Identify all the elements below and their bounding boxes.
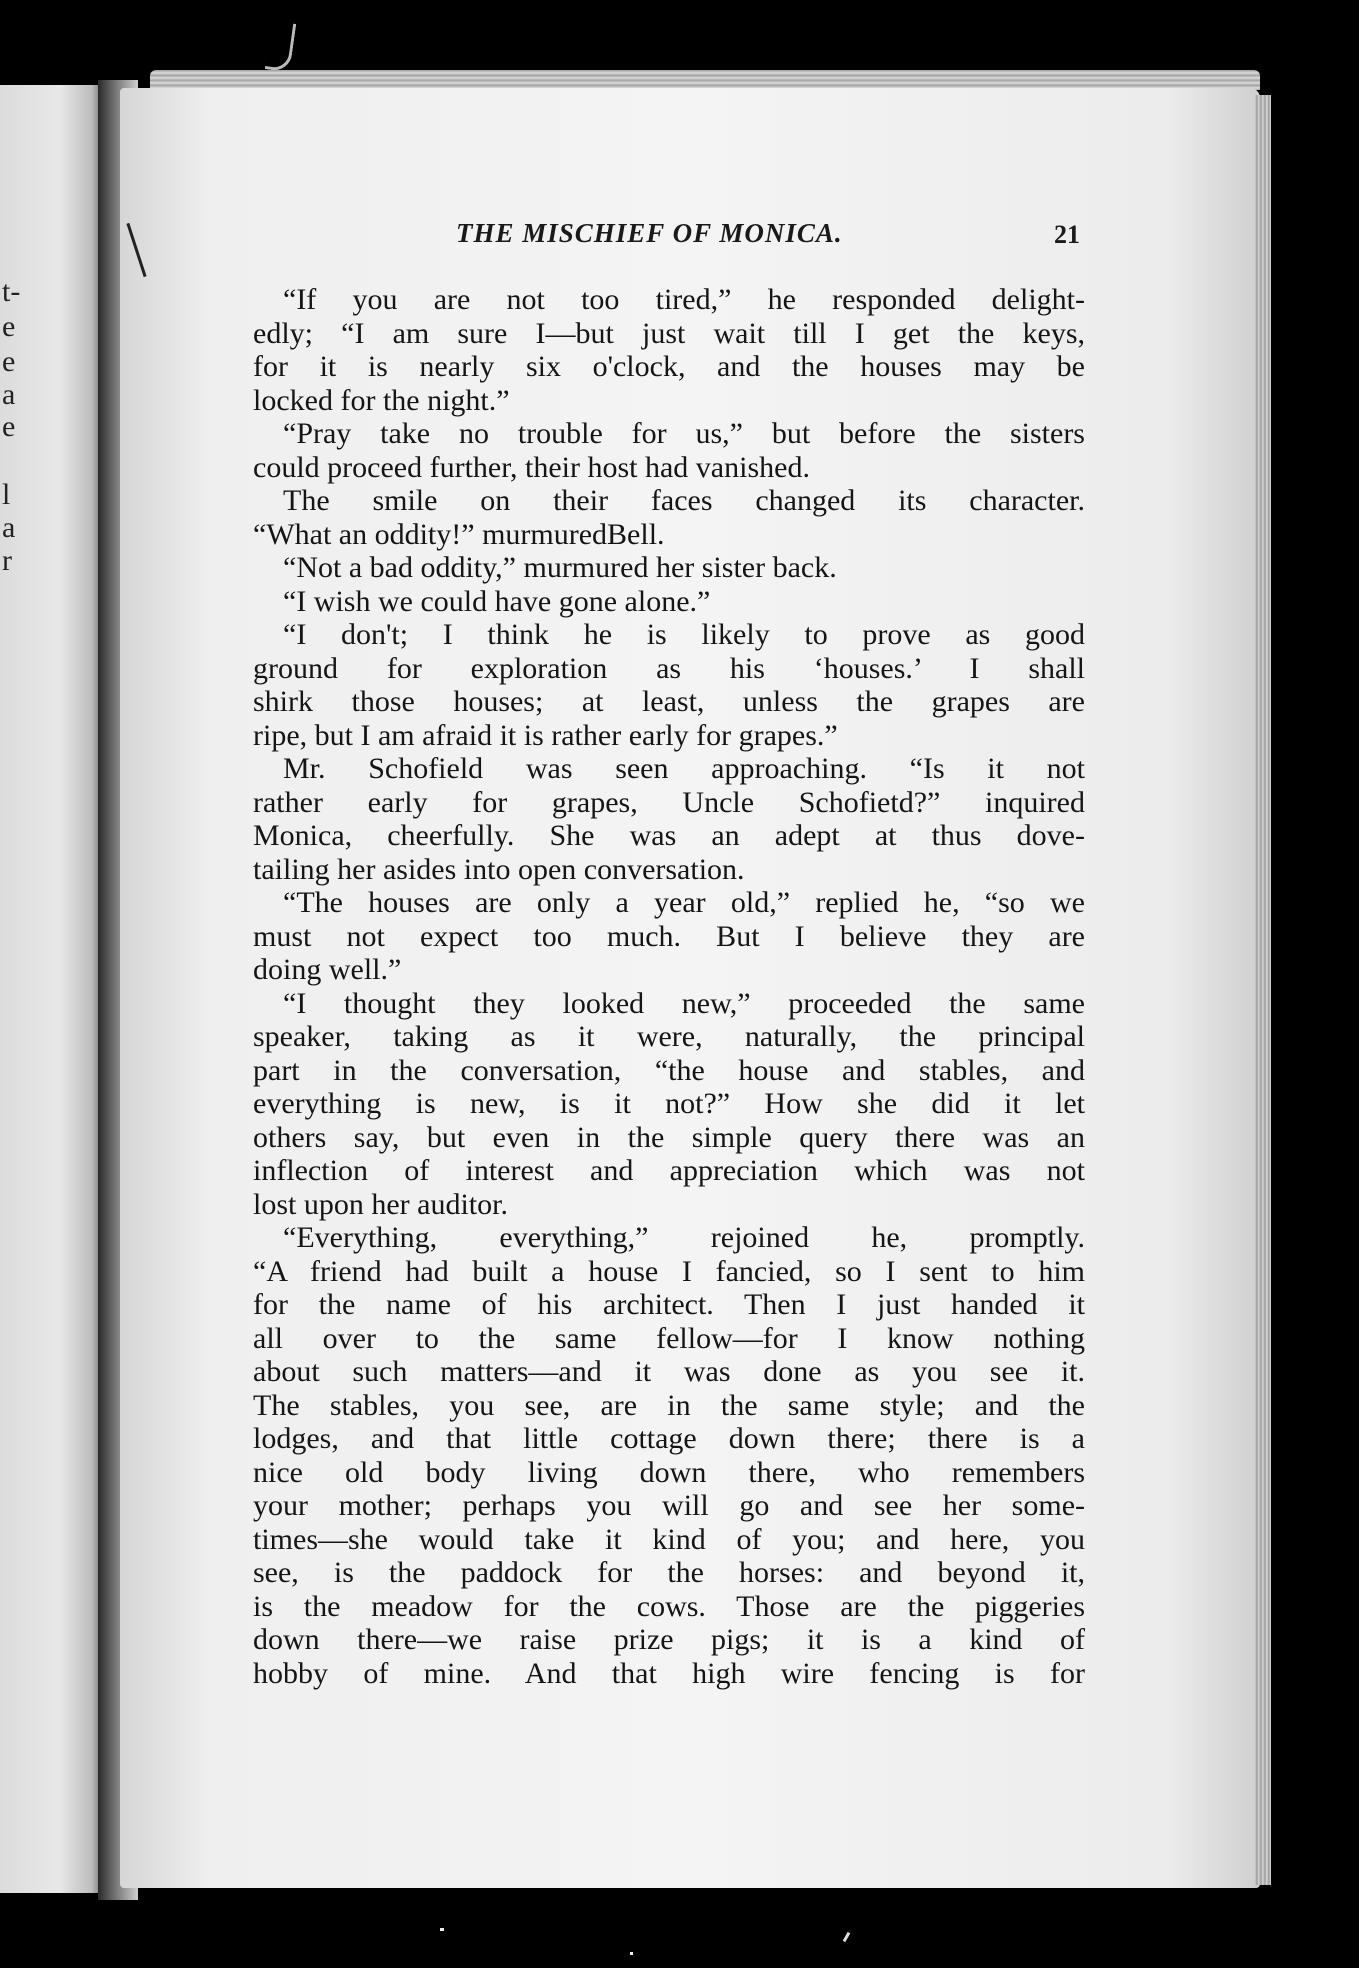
- text-line: rather early for grapes, Uncle Schofietd?” inquired: [253, 785, 1085, 819]
- facing-page-fragment: a: [2, 511, 16, 544]
- text-line: shirk those houses; at least, unless the grapes are: [253, 685, 1085, 718]
- text-line: others say, but even in the simple query there was an: [253, 1120, 1085, 1154]
- text-line: inflection of interest and appreciation which was not: [253, 1154, 1085, 1187]
- text-line: “Not a bad oddity,” murmured her sister back.: [283, 551, 837, 584]
- text-line: ripe, but I am afraid it is rather early for grapes.”: [253, 718, 838, 752]
- page-top-edge: [150, 70, 1260, 90]
- text-line: “I don't; I think he is likely to prove as good: [283, 618, 1085, 651]
- text-line: “Pray take no trouble for us,” but before the sisters: [283, 417, 1085, 450]
- page-body-text: [253, 283, 1085, 1690]
- facing-page-fragment: l: [2, 478, 11, 511]
- text-line: is the meadow for the cows. Those are the piggeries: [253, 1589, 1085, 1623]
- text-line: edly; “I am sure I—but just wait till I get the keys,: [253, 316, 1085, 350]
- facing-page: [0, 85, 108, 1893]
- text-line: about such matters—and it was done as you see it.: [253, 1355, 1085, 1388]
- text-line: for it is nearly six o'clock, and the houses may be: [253, 350, 1085, 383]
- text-line: all over to the same fellow—for I know nothing: [253, 1321, 1085, 1355]
- text-line: The smile on their faces changed its character.: [283, 484, 1085, 517]
- ink-mark: [265, 20, 297, 72]
- text-line: hobby of mine. And that high wire fencing is for: [253, 1656, 1085, 1690]
- text-line: The stables, you see, are in the same style; and the: [253, 1388, 1085, 1422]
- text-line: for the name of his architect. Then I just handed it: [253, 1288, 1085, 1321]
- text-line: down there—we raise prize pigs; it is a kind of: [253, 1623, 1085, 1656]
- text-line: “The houses are only a year old,” replied he, “so we: [283, 886, 1085, 919]
- dust-speck: [630, 1952, 633, 1955]
- text-line: lost upon her auditor.: [253, 1187, 508, 1221]
- text-line: tailing her asides into open conversation.: [253, 852, 745, 886]
- text-line: Mr. Schofield was seen approaching. “Is it not: [283, 752, 1085, 785]
- text-line: “Everything, everything,” rejoined he, promptly.: [283, 1221, 1085, 1254]
- page-stack-edge: [1255, 95, 1271, 1885]
- text-line: “What an oddity!” murmuredBell.: [253, 517, 665, 551]
- facing-page-fragment: e: [2, 345, 16, 378]
- text-line: doing well.”: [253, 953, 402, 986]
- text-line: nice old body living down there, who remembers: [253, 1455, 1085, 1489]
- text-line: your mother; perhaps you will go and see her some-: [253, 1489, 1085, 1522]
- text-line: Monica, cheerfully. She was an adept at thus dove-: [253, 819, 1085, 852]
- text-line: “If you are not too tired,” he responded delight-: [283, 283, 1085, 316]
- running-head: THE MISCHIEF OF MONICA.: [456, 218, 843, 248]
- text-line: “I thought they looked new,” proceeded the same: [283, 986, 1085, 1020]
- facing-page-fragment: a: [2, 378, 16, 411]
- text-line: “I wish we could have gone alone.”: [283, 584, 711, 618]
- text-line: lodges, and that little cottage down there; there is a: [253, 1422, 1085, 1455]
- text-line: everything is new, is it not?” How she did it let: [253, 1087, 1085, 1120]
- facing-page-fragment: e: [2, 410, 16, 443]
- text-line: “A friend had built a house I fancied, so I sent to him: [253, 1254, 1085, 1288]
- text-line: ground for exploration as his ‘houses.’ I shall: [253, 651, 1085, 685]
- text-line: locked for the night.”: [253, 383, 510, 417]
- text-line: must not expect too much. But I believe they are: [253, 919, 1085, 953]
- dust-speck: [440, 1928, 444, 1931]
- text-line: speaker, taking as it were, naturally, the principal: [253, 1020, 1085, 1053]
- facing-page-fragment: e: [2, 310, 16, 343]
- dust-speck: [843, 1932, 851, 1942]
- text-line: see, is the paddock for the horses: and beyond it,: [253, 1556, 1085, 1589]
- text-line: could proceed further, their host had vanished.: [253, 450, 810, 484]
- page-number: 21: [1054, 220, 1080, 249]
- facing-page-fragment: t-: [2, 275, 21, 308]
- text-line: part in the conversation, “the house and stables, and: [253, 1053, 1085, 1087]
- text-line: times—she would take it kind of you; and here, you: [253, 1522, 1085, 1556]
- facing-page-fragment: r: [2, 544, 12, 577]
